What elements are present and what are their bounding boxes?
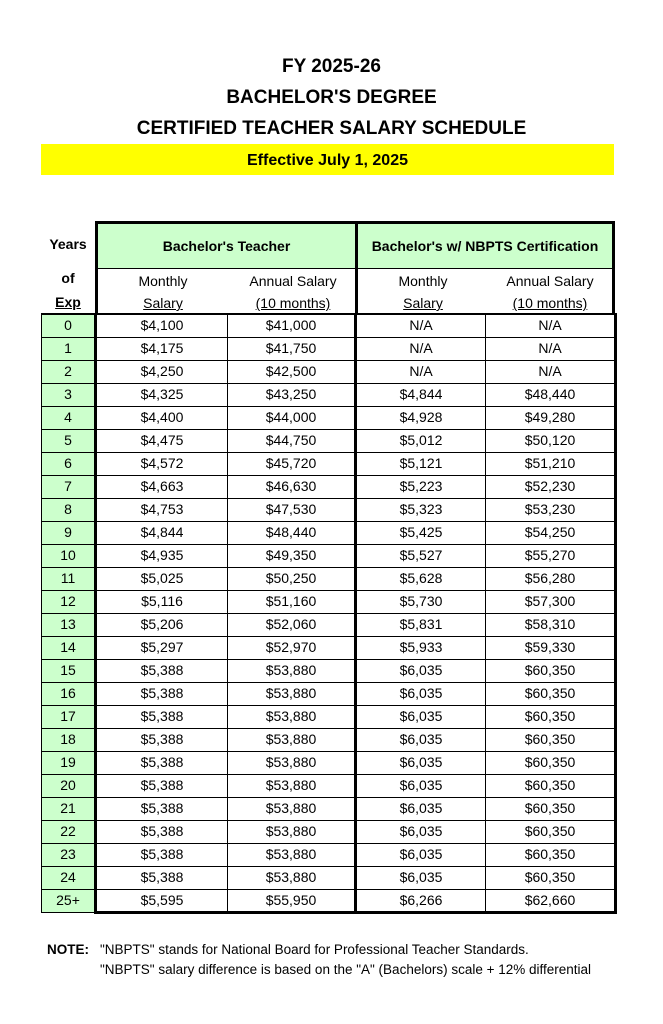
table-row bbox=[42, 682, 616, 705]
bachelors-annual-cell: $53,880 bbox=[228, 820, 356, 843]
years-cell: 0 bbox=[42, 314, 96, 337]
years-cell: 16 bbox=[42, 682, 96, 705]
bachelors-monthly-cell: $5,388 bbox=[96, 820, 228, 843]
nbpts-annual-cell: $60,350 bbox=[486, 843, 616, 866]
table-row bbox=[42, 383, 616, 406]
group-header-nbpts: Bachelor's w/ NBPTS Certification bbox=[355, 221, 615, 268]
nbpts-monthly-cell: $6,035 bbox=[356, 820, 486, 843]
bachelors-monthly-cell: $5,206 bbox=[96, 613, 228, 636]
years-cell: 13 bbox=[42, 613, 96, 636]
years-cell: 4 bbox=[42, 406, 96, 429]
nbpts-annual-cell: $60,350 bbox=[486, 751, 616, 774]
nbpts-monthly-cell: $5,933 bbox=[356, 636, 486, 659]
nbpts-monthly-cell: $6,035 bbox=[356, 659, 486, 682]
bachelors-annual-cell: $52,060 bbox=[228, 613, 356, 636]
nbpts-monthly-cell: $6,035 bbox=[356, 866, 486, 889]
nbpts-monthly-cell: $5,730 bbox=[356, 590, 486, 613]
table-row bbox=[42, 797, 616, 820]
table-row bbox=[42, 866, 616, 889]
nbpts-annual-cell: $49,280 bbox=[486, 406, 616, 429]
nbpts-monthly-cell: $4,928 bbox=[356, 406, 486, 429]
table-row bbox=[42, 659, 616, 682]
nbpts-annual-cell: $60,350 bbox=[486, 728, 616, 751]
nbpts-annual-cell: N/A bbox=[486, 314, 616, 337]
years-cell: 5 bbox=[42, 429, 96, 452]
years-cell: 21 bbox=[42, 797, 96, 820]
bachelors-monthly-cell: $5,388 bbox=[96, 774, 228, 797]
years-header-line1: Years bbox=[49, 236, 87, 252]
years-cell: 15 bbox=[42, 659, 96, 682]
effective-date-banner: Effective July 1, 2025 bbox=[41, 144, 614, 175]
bachelors-annual-cell: $53,880 bbox=[228, 682, 356, 705]
table-row bbox=[42, 613, 616, 636]
col-header-line1: Monthly bbox=[398, 273, 448, 289]
years-cell: 20 bbox=[42, 774, 96, 797]
bachelors-monthly-cell: $4,753 bbox=[96, 498, 228, 521]
salary-table-body bbox=[42, 314, 616, 912]
nbpts-monthly-cell: $5,831 bbox=[356, 613, 486, 636]
fiscal-year-title: FY 2025-26 bbox=[282, 56, 381, 77]
table-row bbox=[42, 751, 616, 774]
col-header-bachelors-annual bbox=[228, 270, 358, 314]
nbpts-annual-cell: $51,210 bbox=[486, 452, 616, 475]
bachelors-annual-cell: $53,880 bbox=[228, 751, 356, 774]
bachelors-annual-cell: $55,950 bbox=[228, 889, 356, 912]
table-row bbox=[42, 521, 616, 544]
table-row bbox=[42, 820, 616, 843]
nbpts-monthly-cell: N/A bbox=[356, 337, 486, 360]
nbpts-annual-cell: $53,230 bbox=[486, 498, 616, 521]
years-cell: 3 bbox=[42, 383, 96, 406]
bachelors-monthly-cell: $5,388 bbox=[96, 843, 228, 866]
nbpts-monthly-cell: $4,844 bbox=[356, 383, 486, 406]
table-row bbox=[42, 475, 616, 498]
years-cell: 11 bbox=[42, 567, 96, 590]
bachelors-annual-cell: $52,970 bbox=[228, 636, 356, 659]
table-row bbox=[42, 567, 616, 590]
bachelors-annual-cell: $41,000 bbox=[228, 314, 356, 337]
nbpts-monthly-cell: $6,035 bbox=[356, 682, 486, 705]
nbpts-monthly-cell: $5,223 bbox=[356, 475, 486, 498]
bachelors-annual-cell: $42,500 bbox=[228, 360, 356, 383]
col-header-line2: (10 months) bbox=[255, 295, 331, 311]
bachelors-monthly-cell: $4,475 bbox=[96, 429, 228, 452]
col-header-line2: Salary bbox=[143, 295, 183, 311]
bachelors-annual-cell: $53,880 bbox=[228, 728, 356, 751]
nbpts-monthly-cell: $5,628 bbox=[356, 567, 486, 590]
nbpts-monthly-cell: $5,323 bbox=[356, 498, 486, 521]
col-header-line2: Salary bbox=[403, 295, 443, 311]
table-row bbox=[42, 452, 616, 475]
years-cell: 6 bbox=[42, 452, 96, 475]
nbpts-monthly-cell: $5,425 bbox=[356, 521, 486, 544]
table-row bbox=[42, 636, 616, 659]
col-header-bachelors-monthly bbox=[98, 270, 228, 314]
bachelors-annual-cell: $48,440 bbox=[228, 521, 356, 544]
bachelors-monthly-cell: $4,250 bbox=[96, 360, 228, 383]
schedule-title: CERTIFIED TEACHER SALARY SCHEDULE bbox=[136, 118, 527, 139]
nbpts-annual-cell: $59,330 bbox=[486, 636, 616, 659]
degree-title: BACHELOR'S DEGREE bbox=[226, 87, 437, 108]
salary-table bbox=[41, 313, 617, 914]
bachelors-annual-cell: $44,750 bbox=[228, 429, 356, 452]
col-header-line2: (10 months) bbox=[512, 295, 588, 311]
nbpts-annual-cell: $60,350 bbox=[486, 820, 616, 843]
table-row bbox=[42, 843, 616, 866]
nbpts-annual-cell: N/A bbox=[486, 360, 616, 383]
bachelors-annual-cell: $50,250 bbox=[228, 567, 356, 590]
bachelors-annual-cell: $53,880 bbox=[228, 866, 356, 889]
nbpts-monthly-cell: $6,266 bbox=[356, 889, 486, 912]
years-cell: 7 bbox=[42, 475, 96, 498]
bachelors-annual-cell: $49,350 bbox=[228, 544, 356, 567]
bachelors-annual-cell: $53,880 bbox=[228, 705, 356, 728]
bachelors-annual-cell: $44,000 bbox=[228, 406, 356, 429]
nbpts-annual-cell: $58,310 bbox=[486, 613, 616, 636]
subheader-nbpts bbox=[355, 268, 615, 314]
table-row bbox=[42, 728, 616, 751]
years-cell: 10 bbox=[42, 544, 96, 567]
nbpts-annual-cell: $62,660 bbox=[486, 889, 616, 912]
note-line-2: "NBPTS" salary difference is based on the "A" (Bachelors) scale + 12% differential bbox=[100, 962, 592, 977]
bachelors-monthly-cell: $5,388 bbox=[96, 797, 228, 820]
bachelors-monthly-cell: $4,663 bbox=[96, 475, 228, 498]
table-row bbox=[42, 360, 616, 383]
table-row bbox=[42, 406, 616, 429]
footnote bbox=[47, 940, 591, 980]
nbpts-annual-cell: $60,350 bbox=[486, 866, 616, 889]
nbpts-annual-cell: $60,350 bbox=[486, 682, 616, 705]
bachelors-annual-cell: $53,880 bbox=[228, 843, 356, 866]
nbpts-annual-cell: $60,350 bbox=[486, 797, 616, 820]
years-cell: 23 bbox=[42, 843, 96, 866]
nbpts-monthly-cell: $5,527 bbox=[356, 544, 486, 567]
bachelors-annual-cell: $53,880 bbox=[228, 797, 356, 820]
bachelors-annual-cell: $41,750 bbox=[228, 337, 356, 360]
bachelors-monthly-cell: $5,297 bbox=[96, 636, 228, 659]
nbpts-monthly-cell: $6,035 bbox=[356, 751, 486, 774]
nbpts-annual-cell: $57,300 bbox=[486, 590, 616, 613]
years-cell: 19 bbox=[42, 751, 96, 774]
nbpts-monthly-cell: $5,121 bbox=[356, 452, 486, 475]
bachelors-annual-cell: $45,720 bbox=[228, 452, 356, 475]
bachelors-monthly-cell: $5,388 bbox=[96, 728, 228, 751]
years-cell: 12 bbox=[42, 590, 96, 613]
bachelors-annual-cell: $47,530 bbox=[228, 498, 356, 521]
years-cell: 24 bbox=[42, 866, 96, 889]
bachelors-monthly-cell: $4,400 bbox=[96, 406, 228, 429]
bachelors-annual-cell: $46,630 bbox=[228, 475, 356, 498]
years-cell: 2 bbox=[42, 360, 96, 383]
bachelors-annual-cell: $51,160 bbox=[228, 590, 356, 613]
years-cell: 1 bbox=[42, 337, 96, 360]
nbpts-annual-cell: $56,280 bbox=[486, 567, 616, 590]
bachelors-monthly-cell: $4,175 bbox=[96, 337, 228, 360]
nbpts-monthly-cell: N/A bbox=[356, 314, 486, 337]
bachelors-monthly-cell: $5,388 bbox=[96, 682, 228, 705]
bachelors-monthly-cell: $4,325 bbox=[96, 383, 228, 406]
bachelors-monthly-cell: $5,388 bbox=[96, 659, 228, 682]
table-row bbox=[42, 498, 616, 521]
table-row bbox=[42, 705, 616, 728]
years-cell: 17 bbox=[42, 705, 96, 728]
group-header-bachelors: Bachelor's Teacher bbox=[95, 221, 355, 268]
nbpts-annual-cell: N/A bbox=[486, 337, 616, 360]
subheader-bachelors bbox=[95, 268, 355, 314]
nbpts-monthly-cell: $6,035 bbox=[356, 705, 486, 728]
years-cell: 9 bbox=[42, 521, 96, 544]
bachelors-monthly-cell: $5,025 bbox=[96, 567, 228, 590]
nbpts-annual-cell: $50,120 bbox=[486, 429, 616, 452]
years-cell: 8 bbox=[42, 498, 96, 521]
bachelors-monthly-cell: $4,844 bbox=[96, 521, 228, 544]
col-header-nbpts-annual bbox=[485, 270, 615, 314]
bachelors-monthly-cell: $4,100 bbox=[96, 314, 228, 337]
years-cell: 22 bbox=[42, 820, 96, 843]
nbpts-annual-cell: $52,230 bbox=[486, 475, 616, 498]
bachelors-monthly-cell: $5,116 bbox=[96, 590, 228, 613]
col-header-line1: Monthly bbox=[138, 273, 188, 289]
col-header-nbpts-monthly bbox=[358, 270, 488, 314]
bachelors-monthly-cell: $5,388 bbox=[96, 866, 228, 889]
nbpts-monthly-cell: $5,012 bbox=[356, 429, 486, 452]
nbpts-annual-cell: $60,350 bbox=[486, 705, 616, 728]
table-row bbox=[42, 314, 616, 337]
nbpts-annual-cell: $54,250 bbox=[486, 521, 616, 544]
bachelors-monthly-cell: $4,935 bbox=[96, 544, 228, 567]
years-header-line2: of bbox=[61, 270, 75, 286]
bachelors-annual-cell: $53,880 bbox=[228, 774, 356, 797]
nbpts-annual-cell: $60,350 bbox=[486, 774, 616, 797]
col-header-line1: Annual Salary bbox=[506, 273, 594, 289]
table-row bbox=[42, 544, 616, 567]
nbpts-monthly-cell: N/A bbox=[356, 360, 486, 383]
table-row bbox=[42, 337, 616, 360]
years-header-line3: Exp bbox=[55, 294, 81, 310]
table-row bbox=[42, 429, 616, 452]
nbpts-monthly-cell: $6,035 bbox=[356, 728, 486, 751]
nbpts-monthly-cell: $6,035 bbox=[356, 797, 486, 820]
nbpts-annual-cell: $48,440 bbox=[486, 383, 616, 406]
bachelors-annual-cell: $43,250 bbox=[228, 383, 356, 406]
note-line-1: "NBPTS" stands for National Board for Professional Teacher Standards. bbox=[100, 942, 529, 957]
table-row bbox=[42, 774, 616, 797]
years-cell: 25+ bbox=[42, 889, 96, 912]
table-row bbox=[42, 590, 616, 613]
bachelors-monthly-cell: $5,595 bbox=[96, 889, 228, 912]
bachelors-monthly-cell: $5,388 bbox=[96, 705, 228, 728]
bachelors-monthly-cell: $4,572 bbox=[96, 452, 228, 475]
years-cell: 14 bbox=[42, 636, 96, 659]
table-row bbox=[42, 889, 616, 912]
col-header-line1: Annual Salary bbox=[249, 273, 337, 289]
bachelors-annual-cell: $53,880 bbox=[228, 659, 356, 682]
nbpts-annual-cell: $55,270 bbox=[486, 544, 616, 567]
years-cell: 18 bbox=[42, 728, 96, 751]
nbpts-monthly-cell: $6,035 bbox=[356, 774, 486, 797]
nbpts-annual-cell: $60,350 bbox=[486, 659, 616, 682]
note-label: NOTE: bbox=[47, 942, 89, 957]
bachelors-monthly-cell: $5,388 bbox=[96, 751, 228, 774]
nbpts-monthly-cell: $6,035 bbox=[356, 843, 486, 866]
